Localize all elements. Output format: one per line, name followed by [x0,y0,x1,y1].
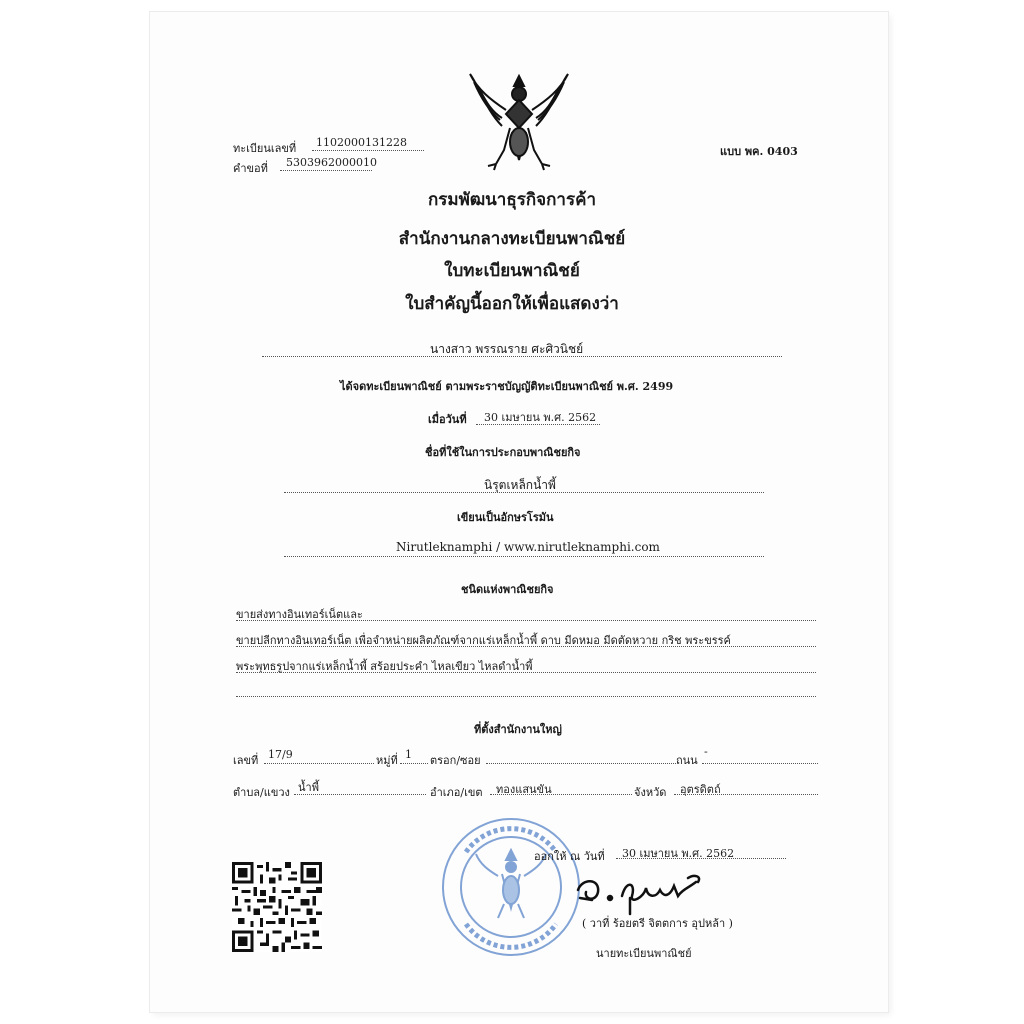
amphoe-label: อำเภอ/เขต [430,786,483,799]
business-type-line1: ขายส่งทางอินเทอร์เน็ตและ [236,608,363,621]
request-no-label: คำขอที่ [233,162,268,175]
issue-date-value: 30 เมษายน พ.ศ. 2562 [622,847,735,860]
reg-date-label: เมื่อวันที่ [428,413,467,426]
business-type-dotline-3 [236,672,816,673]
tambon-label: ตำบล/แขวง [233,786,290,799]
request-no-dotline [280,170,372,171]
business-name-dotline [284,492,764,493]
amphoe-value: ทองแสนขัน [496,783,552,796]
title-department: กรมพัฒนาธุรกิจการค้า [427,190,596,210]
soi-label: ตรอก/ซอย [430,754,481,767]
issue-date-label: ออกให้ ณ วันที่ [534,850,605,863]
business-type-dotline-1 [236,620,816,621]
moo-dotline [400,763,428,764]
tambon-value: น้ำพี้ [298,781,319,794]
address-label: ที่ตั้งสำนักงานใหญ่ [474,723,562,736]
reg-no-label: ทะเบียนเลขที่ [233,142,297,155]
house-no-dotline [264,763,374,764]
business-type-line3: พระพุทธรูปจากแร่เหล็กน้ำพี้ สร้อยประคำ ไหลเขียว ไหลดำน้ำพี้ [236,660,533,673]
business-type-dotline-2 [236,646,816,647]
road-value: - [704,745,708,758]
garuda-emblem [466,70,572,176]
signer-title: นายทะเบียนพาณิชย์ [596,947,692,960]
business-type-line2: ขายปลีกทางอินเทอร์เน็ต เพื่อจำหน่ายผลิตภัณฑ์จากแร่เหล็กน้ำพี้ ดาบ มีดหมอ มีดตัดหวาย กริช พระขรรค์ [236,634,731,647]
amphoe-dotline [490,794,632,795]
form-code: แบบ พค. 0403 [720,145,798,158]
title-certificate: ใบทะเบียนพาณิชย์ [444,261,580,281]
business-type-label: ชนิดแห่งพาณิชยกิจ [461,583,554,596]
signer-name: ( วาที่ ร้อยตรี จิตตการ อุปหล้า ) [582,917,733,930]
province-dotline [674,794,818,795]
registrar-signature [570,868,720,918]
roman-label: เขียนเป็นอักษรโรมัน [457,511,554,524]
official-stamp [436,812,586,962]
province-label: จังหวัด [634,786,667,799]
business-name-label: ชื่อที่ใช้ในการประกอบพาณิชยกิจ [425,446,581,459]
moo-value: 1 [405,748,412,761]
tambon-dotline [294,794,426,795]
reg-date-dotline [476,424,600,425]
qr-code [232,862,322,952]
act-statement: ได้จดทะเบียนพาณิชย์ ตามพระราชบัญญัติทะเบียนพาณิชย์ พ.ศ. 2499 [340,380,674,393]
province-value: อุตรดิตถ์ [680,783,721,796]
reg-no-dotline [312,150,424,151]
title-statement: ใบสำคัญนี้ออกให้เพื่อแสดงว่า [405,294,619,314]
title-office: สำนักงานกลางทะเบียนพาณิชย์ [398,229,626,249]
issue-date-dotline [616,858,786,859]
house-no-label: เลขที่ [233,754,259,767]
roman-dotline [284,556,764,557]
road-label: ถนน [676,754,698,767]
business-type-dotline-4 [236,696,816,697]
registrant-name: นางสาว พรรณราย ศะศิวนิชย์ [430,342,584,356]
reg-date-value: 30 เมษายน พ.ศ. 2562 [484,411,597,424]
soi-dotline [486,763,676,764]
road-dotline [702,763,818,764]
reg-no-value: 1102000131228 [316,136,407,149]
house-no-value: 17/9 [268,748,293,761]
registrant-dotline [262,356,782,357]
moo-label: หมู่ที่ [376,754,398,767]
request-no-value: 5303962000010 [286,156,377,169]
business-name-value: นิรุตเหล็กน้ำพี้ [484,478,556,492]
roman-value: Nirutleknamphi / www.nirutleknamphi.com [396,540,660,554]
